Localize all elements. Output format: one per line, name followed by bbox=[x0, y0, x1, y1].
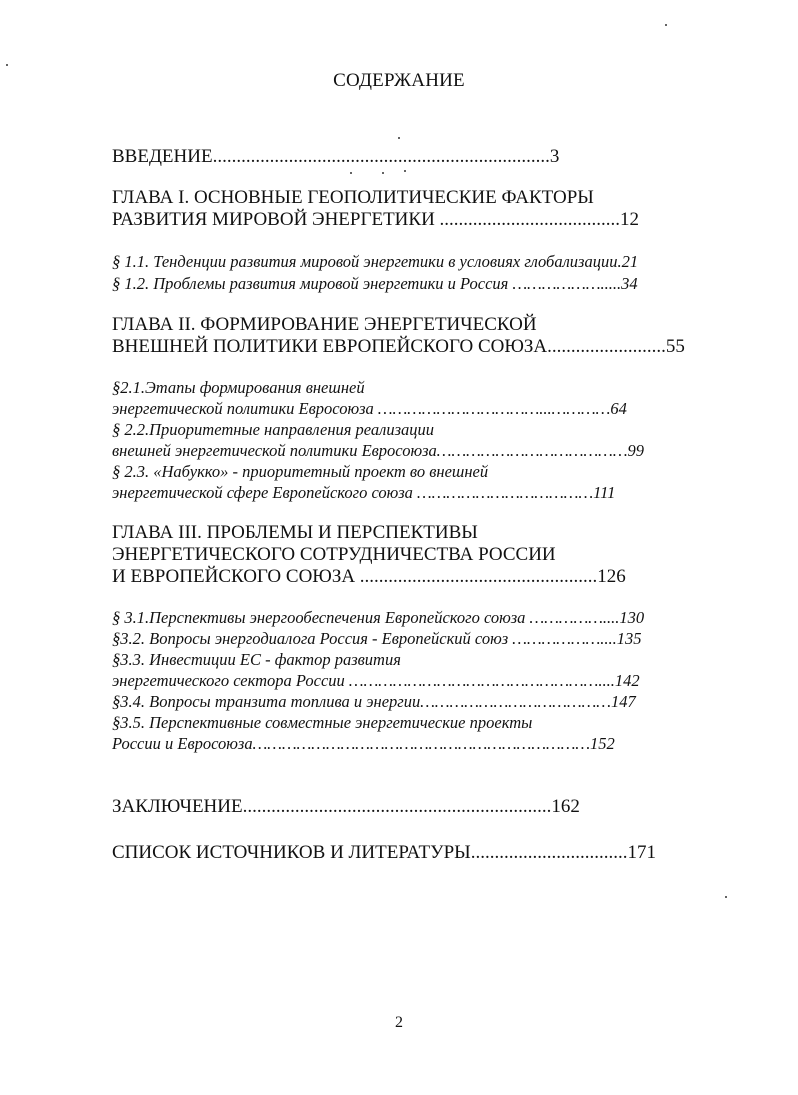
toc-section-2-2-line2: внешней энергетической политики Евросоюза…………………………………99 bbox=[112, 441, 645, 460]
toc-section-1-1: § 1.1. Тенденции развития мировой энергетики в условиях глобализации.21 bbox=[112, 252, 639, 271]
toc-section-2-1-line1: §2.1.Этапы формирования внешней bbox=[112, 378, 365, 397]
toc-chapter-1-title-line1: ГЛАВА I. ОСНОВНЫЕ ГЕОПОЛИТИЧЕСКИЕ ФАКТОРЫ bbox=[112, 187, 594, 208]
toc-section-3-1: § 3.1.Перспективы энергообеспечения Европейского союза ……………....130 bbox=[112, 608, 645, 627]
toc-entry-conclusion: ЗАКЛЮЧЕНИЕ.................................................................162 bbox=[112, 796, 580, 817]
toc-chapter-1-title-line2: РАЗВИТИЯ МИРОВОЙ ЭНЕРГЕТИКИ ......................................12 bbox=[112, 209, 640, 230]
toc-section-3-5-line1: §3.5. Перспективные совместные энергетические проекты bbox=[112, 713, 533, 732]
toc-section-3-3-line2: энергетического сектора России ……………………………………………....142 bbox=[112, 671, 640, 690]
toc-section-3-3-line1: §3.3. Инвестиции ЕС - фактор развития bbox=[112, 650, 401, 669]
toc-chapter-3-title-line1: ГЛАВА III. ПРОБЛЕМЫ И ПЕРСПЕКТИВЫ bbox=[112, 522, 478, 543]
toc-chapter-2-title-line2: ВНЕШНЕЙ ПОЛИТИКИ ЕВРОПЕЙСКОГО СОЮЗА.........................55 bbox=[112, 336, 685, 357]
toc-entry-introduction: ВВЕДЕНИЕ.......................................................................3 bbox=[112, 146, 560, 167]
scan-speck bbox=[725, 896, 727, 898]
toc-section-2-3-line1: § 2.3. «Набукко» - приоритетный проект во внешней bbox=[112, 462, 489, 481]
toc-chapter-3-title-line2: ЭНЕРГЕТИЧЕСКОГО СОТРУДНИЧЕСТВА РОССИИ bbox=[112, 544, 556, 565]
page-number: 2 bbox=[395, 1014, 403, 1031]
page-title: СОДЕРЖАНИЕ bbox=[333, 70, 465, 91]
toc-section-2-1-line2: энергетической политики Евросоюза ……………………………...…………64 bbox=[112, 399, 627, 418]
toc-section-3-4: §3.4. Вопросы транзита топлива и энергии…………………………………147 bbox=[112, 692, 636, 711]
scan-speck bbox=[6, 64, 8, 66]
toc-section-3-2: §3.2. Вопросы энергодиалога Россия - Европейский союз ………………....135 bbox=[112, 629, 642, 648]
toc-chapter-2-title-line1: ГЛАВА II. ФОРМИРОВАНИЕ ЭНЕРГЕТИЧЕСКОЙ bbox=[112, 314, 537, 335]
scan-speck bbox=[382, 172, 384, 174]
toc-section-3-5-line2: России и Евросоюза……………………………………………………………152 bbox=[112, 734, 615, 753]
scan-speck bbox=[350, 172, 352, 174]
scan-speck bbox=[404, 170, 406, 172]
toc-entry-bibliography: СПИСОК ИСТОЧНИКОВ И ЛИТЕРАТУРЫ.................................171 bbox=[112, 842, 656, 863]
scan-speck bbox=[665, 24, 667, 26]
toc-section-2-3-line2: энергетической сфере Европейского союза ………………………………111 bbox=[112, 483, 616, 502]
toc-section-2-2-line1: § 2.2.Приоритетные направления реализации bbox=[112, 420, 435, 439]
toc-chapter-3-title-line3: И ЕВРОПЕЙСКОГО СОЮЗА ..................................................126 bbox=[112, 566, 626, 587]
toc-section-1-2: § 1.2. Проблемы развития мировой энергетики и Россия ……………….....34 bbox=[112, 274, 638, 293]
scan-speck bbox=[398, 137, 400, 139]
